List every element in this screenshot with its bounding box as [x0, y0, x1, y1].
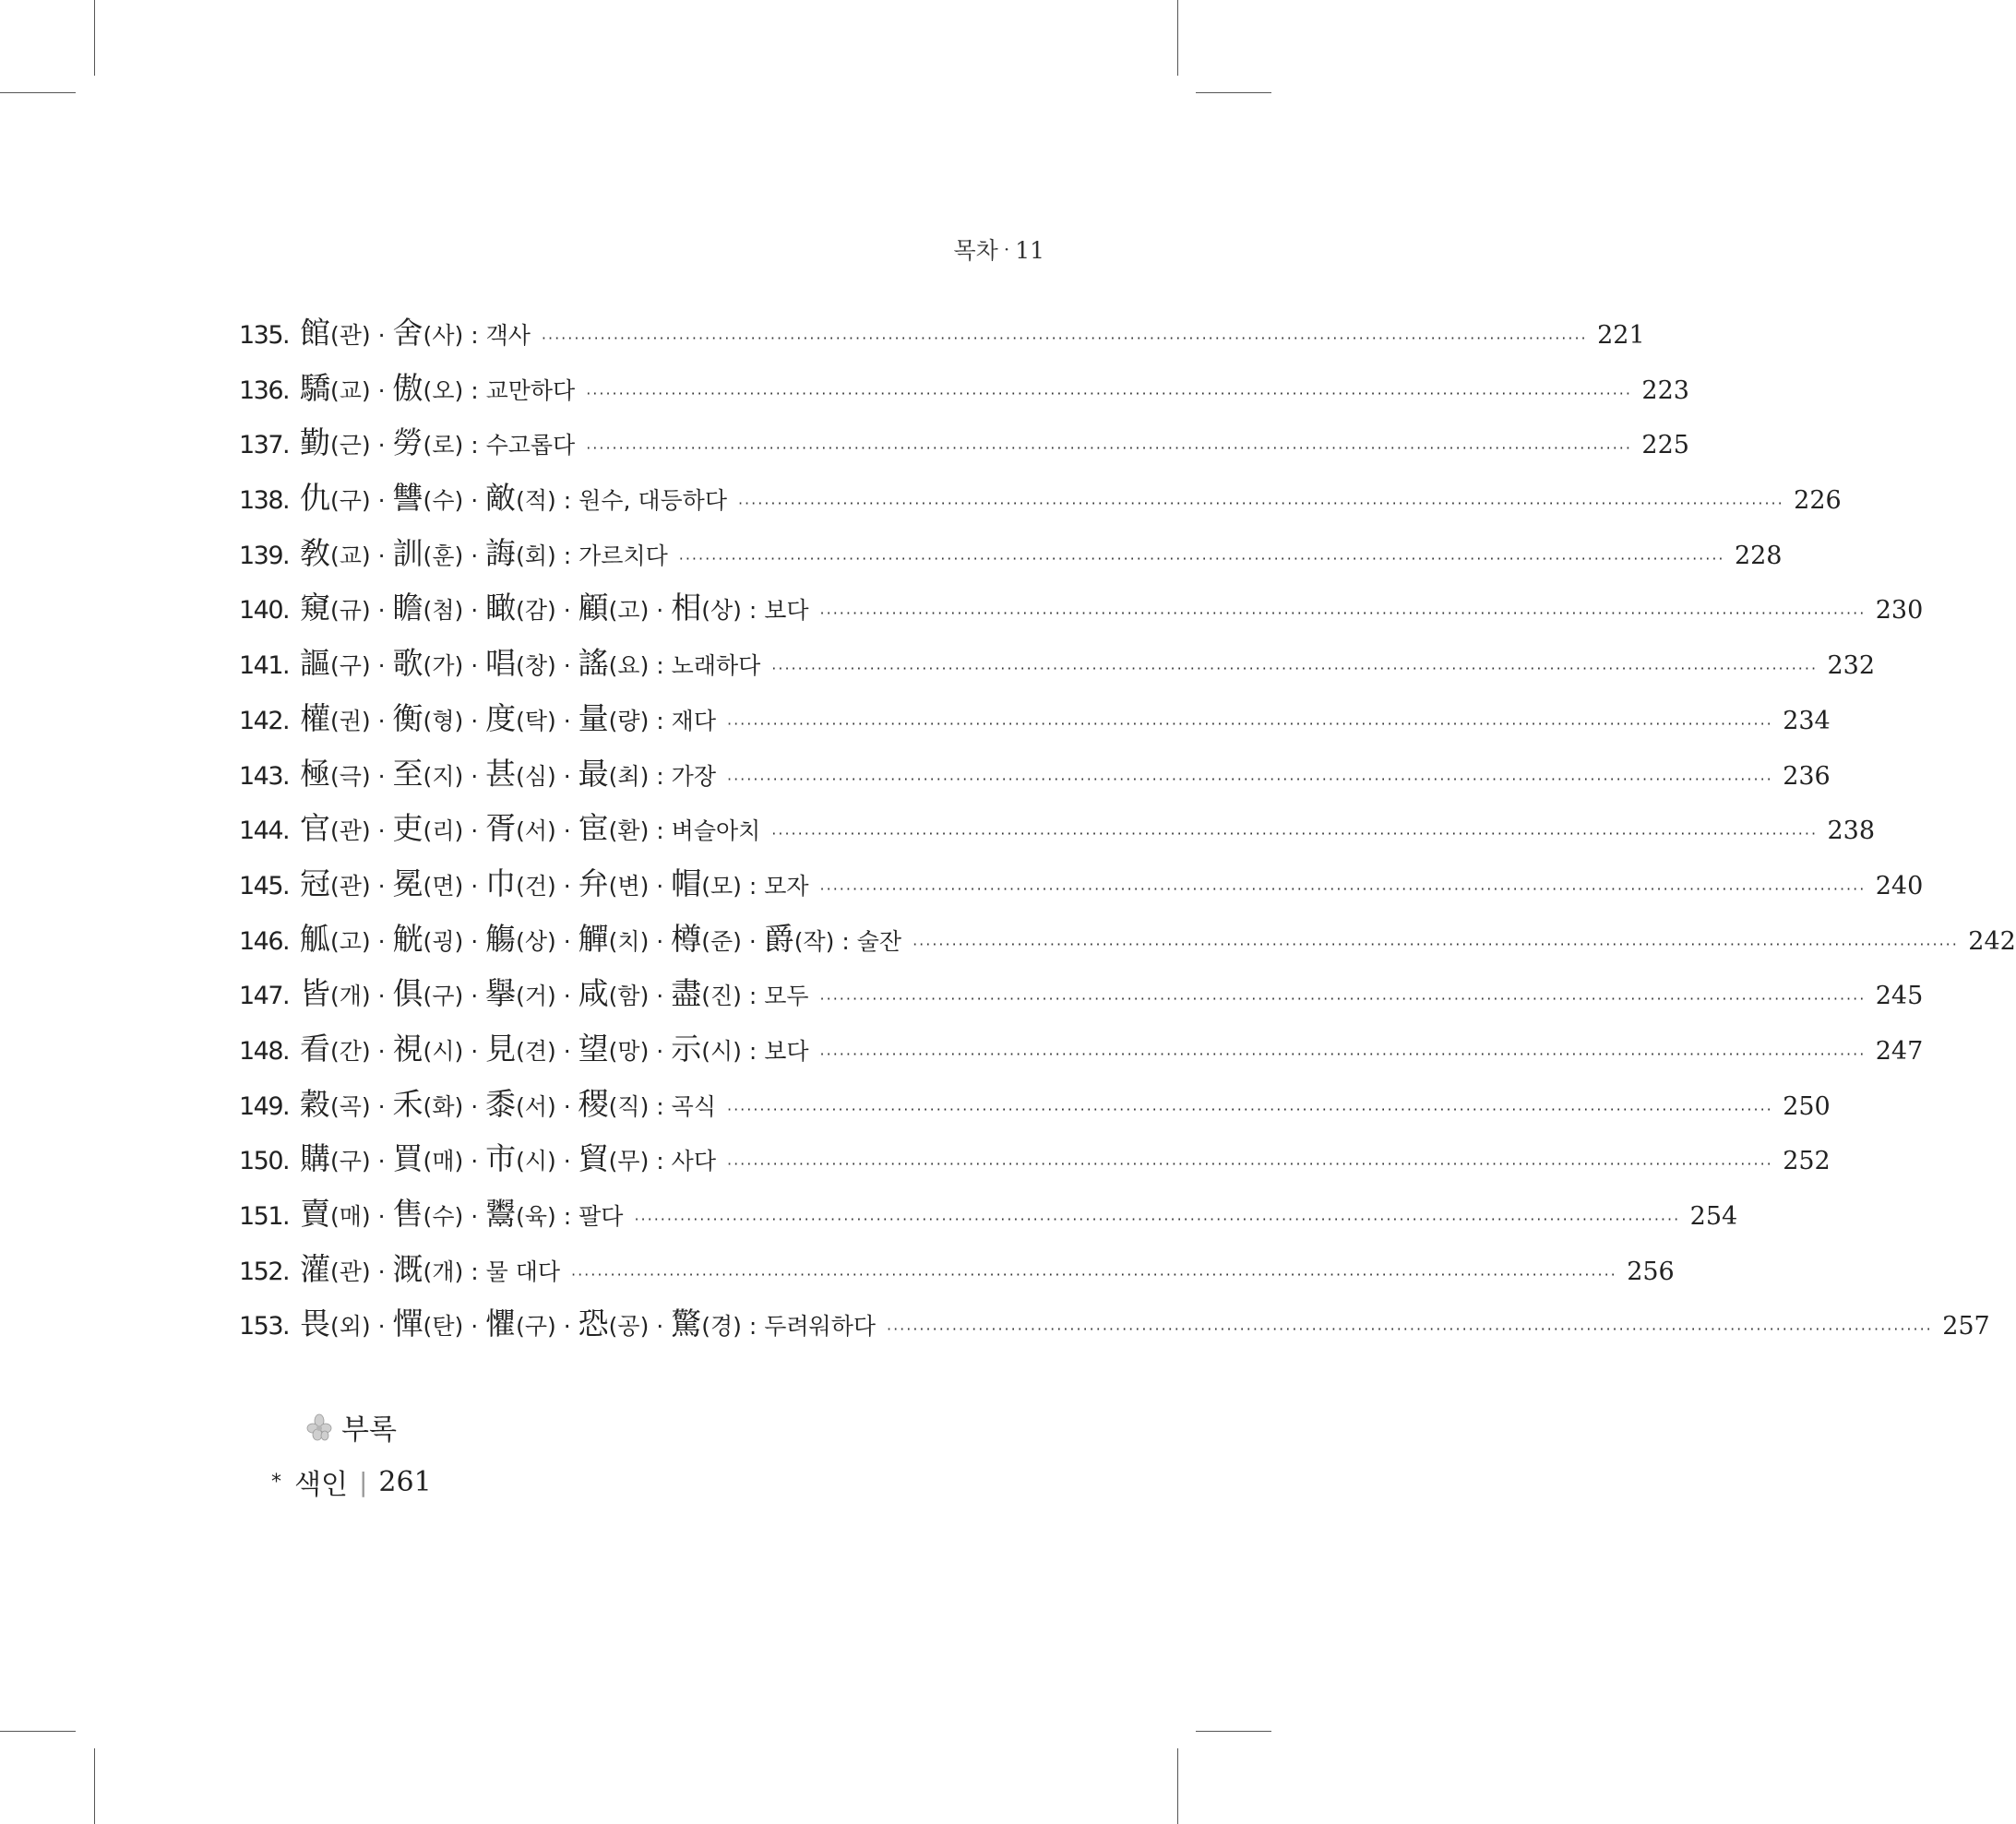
toc-entry-title: 賣(매) · 售(수) · 鬻(육) : 팔다: [300, 1196, 624, 1232]
toc-entry-leader: ································································································································································: [541, 329, 1588, 347]
hanja-character: 量: [578, 699, 609, 736]
toc-entry: [239, 863, 1924, 918]
hanja-character: 胥: [485, 810, 517, 847]
hanja-character: 畏: [300, 1305, 330, 1342]
appendix-heading: [304, 1406, 397, 1448]
hanja-character: 買: [392, 1140, 423, 1177]
toc-entry-number: 141.: [239, 651, 290, 681]
crop-mark: [0, 92, 76, 93]
toc-entry-leader: ································································································································································: [634, 1210, 1681, 1228]
toc-entry-leader: ································································································································································: [819, 879, 1867, 898]
hanja-character: 謠: [578, 645, 609, 682]
hanja-character: 敵: [485, 480, 517, 517]
hanja-character: 憚: [392, 1305, 423, 1342]
hanja-character: 窺: [300, 590, 330, 626]
hanja-character: 傲: [392, 369, 423, 406]
index-label: 색인: [294, 1469, 348, 1501]
toc-entry-page-number: 238: [1827, 817, 1876, 846]
hanja-character: 舍: [392, 315, 423, 351]
hanja-character: 敎: [300, 534, 330, 571]
index-bullet: *: [271, 1470, 281, 1494]
toc-entry-page-number: 228: [1734, 541, 1783, 570]
toc-entry: [239, 477, 1842, 532]
toc-entry-number: 140.: [239, 596, 290, 626]
toc-entry-leader: ································································································································································: [819, 1044, 1867, 1063]
hanja-character: 甚: [485, 755, 517, 792]
toc-entry-page-number: 230: [1875, 596, 1924, 626]
toc-entry: [239, 422, 1689, 477]
toc-entry-page-number: 223: [1641, 376, 1689, 405]
toc-entry: [239, 918, 2016, 973]
hanja-character: 冕: [392, 864, 423, 901]
flower-ornament-icon: [304, 1413, 334, 1442]
hanja-character: 市: [485, 1140, 517, 1177]
hanja-character: 巾: [485, 864, 517, 901]
toc-entry-number: 152.: [239, 1257, 290, 1286]
toc-entry-number: 147.: [239, 982, 290, 1011]
running-head: [954, 232, 1044, 266]
toc-entry-number: 142.: [239, 706, 290, 735]
index-page-number: 261: [378, 1465, 432, 1498]
toc-entry-page-number: 221: [1597, 321, 1645, 350]
hanja-character: 瞻: [392, 590, 423, 626]
toc-entry-page-number: 225: [1641, 431, 1689, 460]
toc-entry-leader: ································································································································································: [586, 439, 1632, 458]
toc-entry-leader: ································································································································································: [726, 1100, 1773, 1118]
hanja-character: 禾: [392, 1085, 423, 1122]
hanja-character: 驕: [300, 369, 330, 406]
toc-entry-number: 144.: [239, 817, 290, 846]
hanja-character: 衡: [392, 699, 423, 736]
hanja-character: 瞰: [485, 590, 517, 626]
hanja-character: 驚: [671, 1305, 702, 1342]
hanja-character: 官: [300, 810, 330, 847]
running-head-page-number: 11: [1015, 237, 1044, 264]
hanja-character: 勞: [392, 424, 423, 461]
toc-entry-page-number: 242: [1968, 926, 2016, 956]
toc-entry-title: 仇(구) · 讐(수) · 敵(적) : 원수, 대등하다: [300, 480, 727, 517]
hanja-character: 觥: [392, 920, 423, 957]
toc-entry-number: 148.: [239, 1036, 290, 1066]
toc-entry-title: 館(관) · 舍(사) : 객사: [300, 315, 531, 351]
toc-entry-title: 冠(관) · 冕(면) · 巾(건) · 弁(변) · 帽(모) : 모자: [300, 864, 809, 901]
toc-entry-leader: ································································································································································: [586, 384, 1632, 402]
toc-entry-leader: ································································································································································: [771, 825, 1819, 843]
toc-entry-page-number: 257: [1942, 1312, 1990, 1341]
hanja-character: 吏: [392, 810, 423, 847]
toc-entry: [239, 587, 1924, 642]
toc-entry-leader: ································································································································································: [913, 935, 1959, 953]
hanja-character: 看: [300, 1030, 330, 1067]
crop-mark: [1177, 0, 1178, 76]
toc-entry-page-number: 234: [1783, 706, 1831, 735]
toc-entry-title: 看(간) · 視(시) · 見(견) · 望(망) · 示(시) : 보다: [300, 1030, 809, 1067]
toc-entry-page-number: 250: [1783, 1091, 1831, 1121]
crop-mark: [1196, 92, 1271, 93]
hanja-character: 最: [578, 755, 609, 792]
toc-entry: [239, 312, 1645, 367]
toc-entry: [239, 807, 1876, 863]
hanja-character: 見: [485, 1030, 517, 1067]
crop-mark: [1196, 1731, 1271, 1732]
toc-entry: [239, 1028, 1924, 1083]
hanja-character: 讐: [392, 480, 423, 517]
toc-entry-leader: ································································································································································: [726, 1155, 1773, 1174]
toc-entry-title: 勤(근) · 勞(로) : 수고롭다: [300, 424, 576, 461]
toc-entry-page-number: 245: [1875, 982, 1924, 1011]
hanja-character: 黍: [485, 1085, 517, 1122]
toc-entry-page-number: 247: [1875, 1036, 1924, 1066]
hanja-character: 仇: [300, 480, 330, 517]
toc-entry: [239, 367, 1689, 423]
hanja-character: 灌: [300, 1250, 330, 1287]
hanja-character: 極: [300, 755, 330, 792]
hanja-character: 樽: [671, 920, 702, 957]
hanja-character: 權: [300, 699, 330, 736]
toc-entry: [239, 1083, 1831, 1139]
toc-entry: [239, 642, 1876, 697]
hanja-character: 俱: [392, 975, 423, 1012]
crop-mark: [94, 0, 95, 76]
toc-entry-number: 143.: [239, 761, 290, 791]
toc-entry-page-number: 226: [1794, 486, 1842, 516]
toc-entry: [239, 1138, 1831, 1193]
hanja-character: 鬻: [485, 1196, 517, 1232]
toc-entry-leader: ································································································································································: [819, 990, 1867, 1008]
hanja-character: 至: [392, 755, 423, 792]
hanja-character: 宦: [578, 810, 609, 847]
hanja-character: 賣: [300, 1196, 330, 1232]
toc-entry-page-number: 240: [1875, 871, 1924, 900]
hanja-character: 帽: [671, 864, 702, 901]
toc-entry: [239, 532, 1783, 588]
toc-entry: [239, 697, 1831, 753]
hanja-character: 冠: [300, 864, 330, 901]
hanja-character: 恐: [578, 1305, 609, 1342]
hanja-character: 相: [671, 590, 702, 626]
hanja-character: 咸: [578, 975, 609, 1012]
table-of-contents: [239, 312, 2016, 1358]
toc-entry: [239, 1303, 1990, 1358]
hanja-character: 擧: [485, 975, 517, 1012]
toc-entry-page-number: 232: [1827, 651, 1876, 681]
hanja-character: 視: [392, 1030, 423, 1067]
toc-entry-number: 136.: [239, 376, 290, 405]
hanja-character: 售: [392, 1196, 423, 1232]
hanja-character: 觴: [485, 920, 517, 957]
hanja-character: 謳: [300, 645, 330, 682]
toc-entry-title: 畏(외) · 憚(탄) · 懼(구) · 恐(공) · 驚(경) : 두려워하다: [300, 1305, 876, 1342]
toc-entry-page-number: 254: [1689, 1202, 1738, 1231]
hanja-character: 穀: [300, 1085, 330, 1122]
hanja-character: 稷: [578, 1085, 609, 1122]
toc-entry-number: 150.: [239, 1147, 290, 1176]
hanja-character: 訓: [392, 534, 423, 571]
hanja-character: 望: [578, 1030, 609, 1067]
toc-entry: [239, 1248, 1675, 1304]
crop-mark: [1177, 1748, 1178, 1824]
appendix-title: 부록: [341, 1413, 397, 1447]
hanja-character: 觚: [300, 920, 330, 957]
toc-entry-title: 穀(곡) · 禾(화) · 黍(서) · 稷(직) : 곡식: [300, 1085, 716, 1122]
toc-entry-title: 官(관) · 吏(리) · 胥(서) · 宦(환) : 벼슬아치: [300, 810, 761, 847]
hanja-character: 溉: [392, 1250, 423, 1287]
toc-entry-number: 145.: [239, 871, 290, 900]
index-separator: |: [358, 1466, 368, 1497]
hanja-character: 唱: [485, 645, 517, 682]
hanja-character: 館: [300, 315, 330, 351]
toc-entry-title: 皆(개) · 俱(구) · 擧(거) · 咸(함) · 盡(진) : 모두: [300, 975, 809, 1012]
hanja-character: 皆: [300, 975, 330, 1012]
toc-entry-title: 謳(구) · 歌(가) · 唱(창) · 謠(요) : 노래하다: [300, 645, 761, 682]
toc-entry-page-number: 256: [1627, 1257, 1675, 1286]
hanja-character: 勤: [300, 424, 330, 461]
toc-entry: [239, 1193, 1738, 1248]
toc-entry-title: 窺(규) · 瞻(첨) · 瞰(감) · 顧(고) · 相(상) : 보다: [300, 590, 809, 626]
toc-entry-page-number: 236: [1783, 761, 1831, 791]
toc-entry-title: 極(극) · 至(지) · 甚(심) · 最(최) : 가장: [300, 755, 716, 792]
toc-entry-title: 權(권) · 衡(형) · 度(탁) · 量(량) : 재다: [300, 699, 716, 736]
toc-entry-number: 137.: [239, 431, 290, 460]
hanja-character: 度: [485, 699, 517, 736]
toc-entry: [239, 972, 1924, 1028]
toc-entry-title: 觚(고) · 觥(굉) · 觴(상) · 觶(치) · 樽(준) · 爵(작) : 술잔: [300, 920, 902, 957]
hanja-character: 購: [300, 1140, 330, 1177]
hanja-character: 歌: [392, 645, 423, 682]
toc-entry-leader: ································································································································································: [771, 660, 1819, 678]
crop-mark: [94, 1748, 95, 1824]
hanja-character: 爵: [763, 920, 794, 957]
hanja-character: 示: [671, 1030, 702, 1067]
hanja-character: 顧: [578, 590, 609, 626]
hanja-character: 貿: [578, 1140, 609, 1177]
toc-entry-title: 購(구) · 買(매) · 市(시) · 貿(무) : 사다: [300, 1140, 716, 1177]
toc-entry-number: 139.: [239, 541, 290, 570]
hanja-character: 觶: [578, 920, 609, 957]
toc-entry-number: 149.: [239, 1091, 290, 1121]
hanja-character: 盡: [671, 975, 702, 1012]
toc-entry-number: 151.: [239, 1202, 290, 1231]
hanja-character: 弁: [578, 864, 609, 901]
toc-entry-number: 135.: [239, 321, 290, 350]
toc-entry-number: 138.: [239, 486, 290, 516]
toc-entry: [239, 753, 1831, 808]
toc-entry-leader: ································································································································································: [887, 1320, 1933, 1339]
toc-entry-number: 153.: [239, 1312, 290, 1341]
hanja-character: 懼: [485, 1305, 517, 1342]
toc-entry-leader: ································································································································································: [571, 1265, 1617, 1283]
toc-entry-page-number: 252: [1783, 1147, 1831, 1176]
crop-mark: [0, 1731, 76, 1732]
appendix-index-entry: [271, 1461, 432, 1502]
toc-entry-title: 驕(교) · 傲(오) : 교만하다: [300, 369, 576, 406]
toc-entry-leader: ································································································································································: [726, 714, 1773, 733]
toc-entry-title: 灌(관) · 溉(개) : 물 대다: [300, 1250, 560, 1287]
toc-entry-leader: ································································································································································: [737, 495, 1784, 513]
running-head-separator: ·: [1003, 238, 1010, 260]
toc-entry-leader: ································································································································································: [678, 549, 1725, 567]
toc-entry-title: 敎(교) · 訓(훈) · 誨(회) : 가르치다: [300, 534, 668, 571]
toc-entry-leader: ································································································································································: [819, 604, 1867, 623]
toc-entry-leader: ································································································································································: [726, 769, 1773, 788]
toc-entry-number: 146.: [239, 926, 290, 956]
running-head-title: 목차: [953, 237, 998, 264]
hanja-character: 誨: [485, 534, 517, 571]
